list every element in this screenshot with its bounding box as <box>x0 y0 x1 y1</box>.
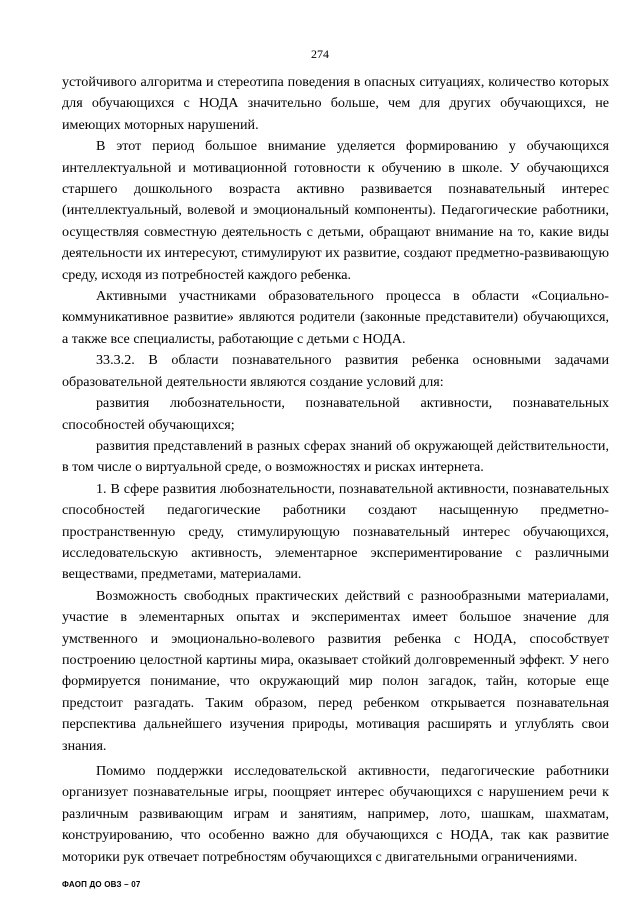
paragraph-task-knowledge: развития представлений в разных сферах знаний об окружающей действительности, в том числе о виртуальной среде, о возможностях и рисках интернета. <box>62 437 609 476</box>
paragraph-continuation: устойчивого алгоритма и стереотипа поведения в опасных ситуациях, количество которых для обучающихся с НОДА значительно больше, чем для других обучающихся, не имеющих моторных нарушений. <box>62 74 609 133</box>
paragraph-task-curiosity: развития любознательности, познавательной активности, познавательных способностей обучающихся; <box>62 395 609 433</box>
paragraph-participants: Активными участниками образовательного процесса в области «Социально-коммуникативное развитие» являются родители (законные представители) обучающихся, а также все специалисты, работающие с детьми с НОДА. <box>62 288 609 347</box>
paragraph-cognitive-games: Помимо поддержки исследовательской активности, педагогические работники организует познавательные игры, поощряет интерес обучающихся с нарушением речи к различным развивающим играм и занятиям, например, лото, шашкам, шахматам, конструированию, что особенно важно для обучающихся с НОДА, так как развитие моторики рук отвечает потребностям обучающихся с двигательными ограничениями. <box>62 763 609 865</box>
document-footer: ФАОП ДО ОВЗ – 07 <box>62 880 141 889</box>
page-body <box>62 72 609 868</box>
paragraph-section-33-3-2: 33.3.2. В области познавательного развития ребенка основными задачами образовательной деятельности являются создание условий для: <box>62 352 609 390</box>
paragraph-readiness: В этот период большое внимание уделяется формированию у обучающихся интеллектуальной и мотивационной готовности к обучению в школе. У обучающихся старшего дошкольного возраста активно развивается познавательный интерес (интеллектуальный, волевой и эмоциональный компоненты). Педагогические работники, осуществляя совместную деятельность с детьми, обращают внимание на то, какие виды деятельности их интересуют, стимулируют их развитие, создают предметно-развивающую среду, исходя из потребностей каждого ребенка. <box>62 138 609 283</box>
page-number: 274 <box>311 47 329 61</box>
paragraph-item-1: 1. В сфере развития любознательности, познавательной активности, познавательных способностей педагогические работники создают насыщенную предметно-пространственную среду, стимулирующую познавательный интерес обучающихся, исследовательскую активность, элементарное экспериментирование с различными веществами, предметами, материалами. <box>62 480 609 583</box>
paragraph-practical-actions: Возможность свободных практических действий с разнообразными материалами, участие в элементарных опытах и экспериментах имеет большое значение для умственного и эмоционально-волевого развития ребенка с НОДА, способствует построению целостной картины мира, оказывает стойкий долговременный эффект. У него формируется понимание, что окружающий мир полон загадок, тайн, которые еще предстоит разгадать. Таким образом, перед ребенком открывается познавательная перспектива дальнейшего изучения природы, мотивация расширять и углублять свои знания. <box>62 587 609 754</box>
